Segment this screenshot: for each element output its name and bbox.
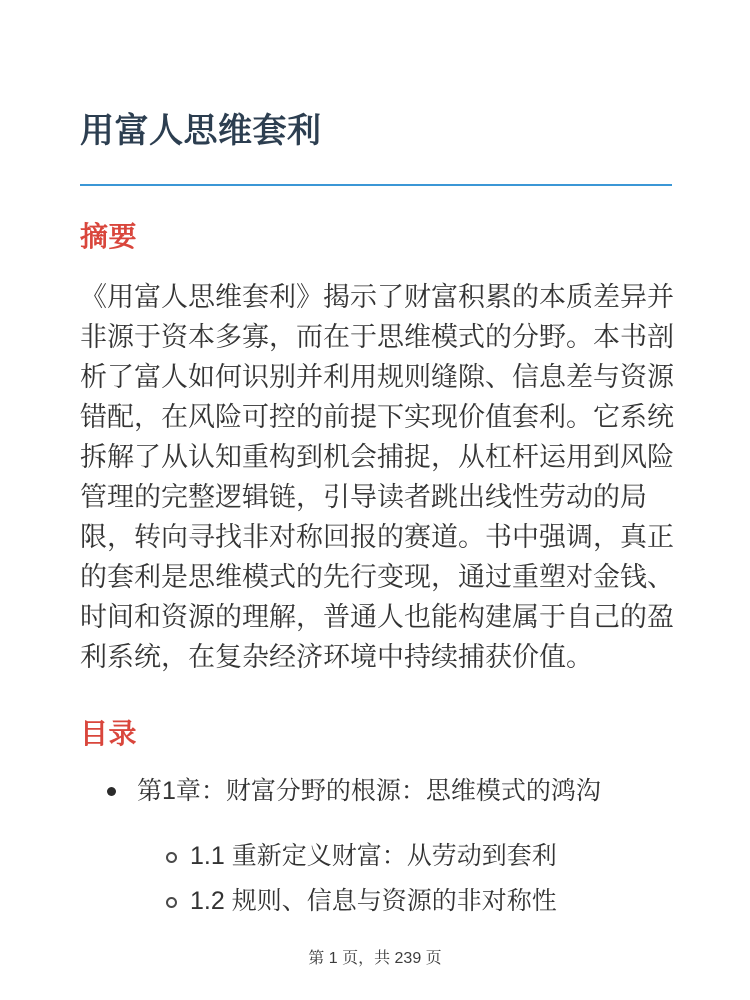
toc-chapter-label: 第1章：财富分野的根源：思维模式的鸿沟 bbox=[137, 777, 601, 805]
page-number-indicator: 第 1 页，共 239 页 bbox=[308, 950, 442, 967]
toc-sublist bbox=[137, 839, 676, 918]
hollow-bullet-icon bbox=[166, 852, 177, 863]
page-title: 用富人思维套利 bbox=[80, 112, 322, 150]
toc-subitem bbox=[137, 884, 676, 918]
toc-chapter-item bbox=[80, 774, 676, 918]
summary-heading: 摘要 bbox=[80, 221, 138, 252]
toc-heading: 目录 bbox=[80, 718, 138, 749]
toc-subitem-label: 1.1 重新定义财富：从劳动到套利 bbox=[190, 842, 557, 870]
toc-subitem bbox=[137, 839, 676, 873]
toc-subitem-label: 1.2 规则、信息与资源的非对称性 bbox=[190, 887, 557, 915]
hollow-bullet-icon bbox=[166, 897, 177, 908]
title-divider bbox=[80, 184, 672, 186]
filled-bullet-icon bbox=[107, 787, 116, 796]
summary-paragraph: 《用富人思维套利》揭示了财富积累的本质差异并非源于资本多寡，而在于思维模式的分野。本书剖析了富人如何识别并利用规则缝隙、信息差与资源错配，在风险可控的前提下实现价值套利。它系统拆解了从认知重构到机会捕捉，从杠杆运用到风险管理的完整逻辑链，引导读者跳出线性劳动的局限，转向寻找非对称回报的赛道。书中强调，真正的套利是思维模式的先行变现，通过重塑对金钱、时间和资源的理解，普通人也能构建属于自己的盈利系统，在复杂经济环境中持续捕获价值。 bbox=[80, 282, 674, 672]
toc-list bbox=[80, 774, 676, 918]
